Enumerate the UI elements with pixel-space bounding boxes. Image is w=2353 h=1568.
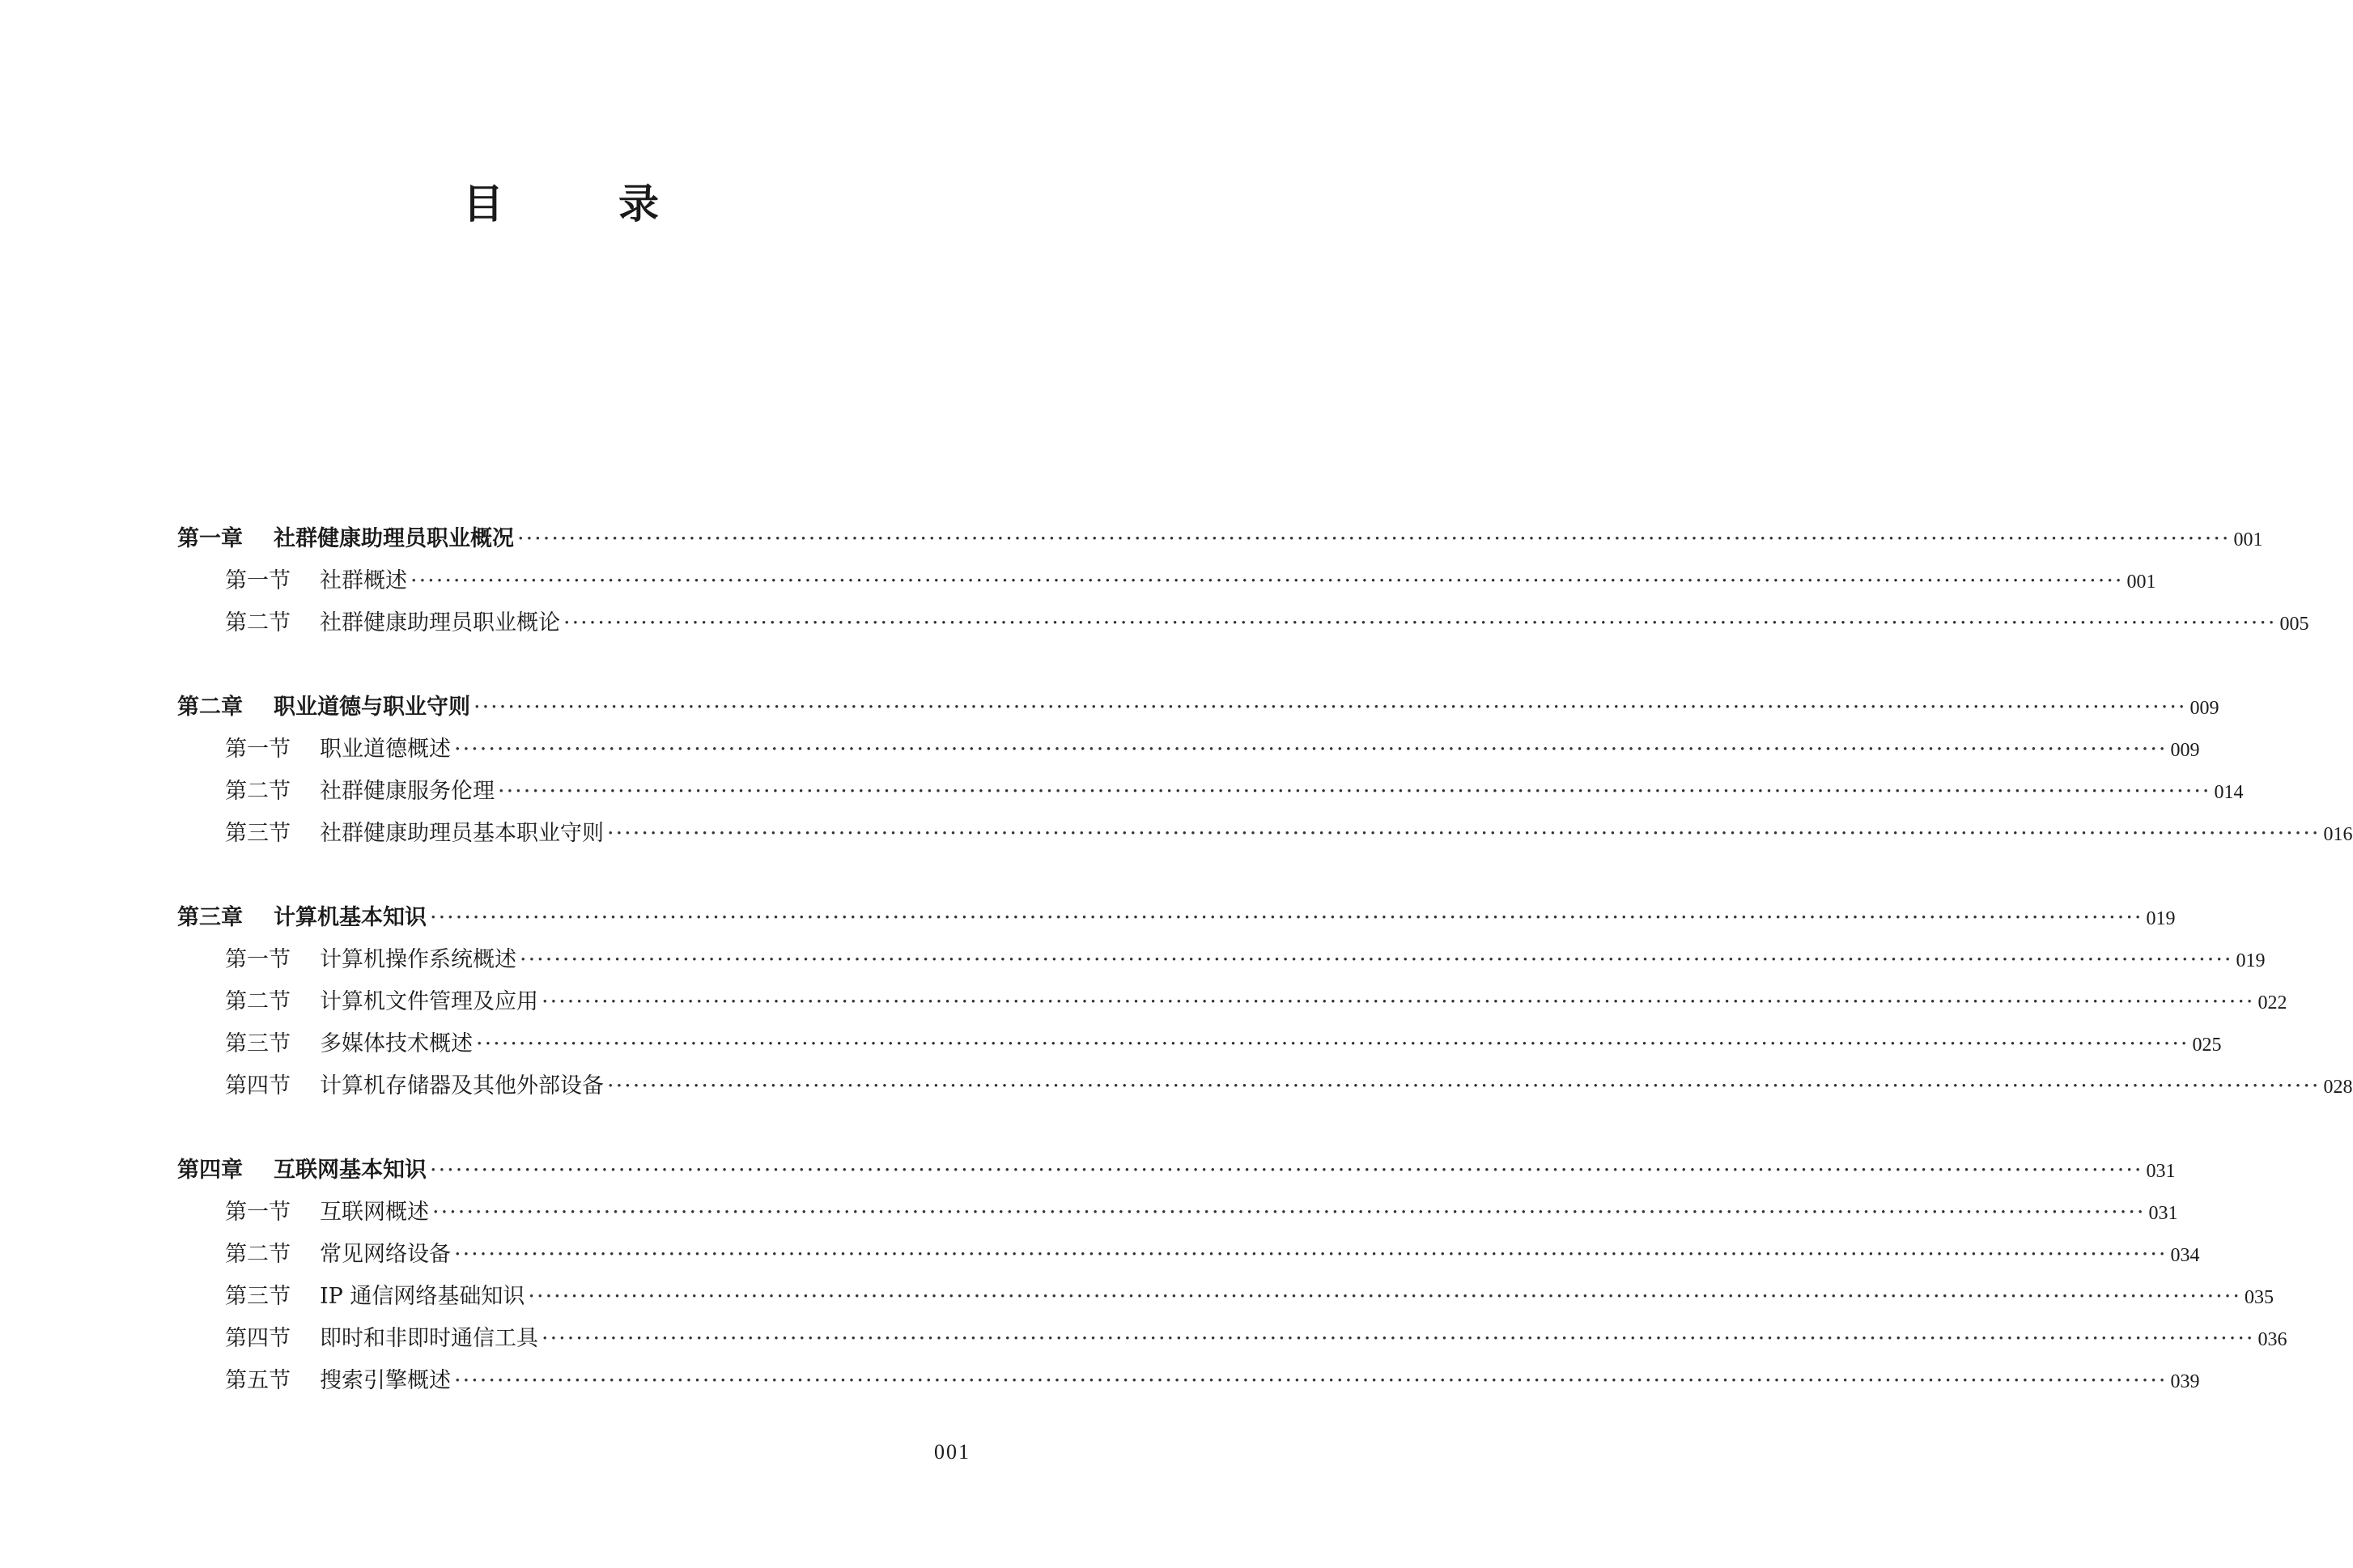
chapter-page-number: 009 bbox=[2189, 698, 2219, 719]
section-number: 第三节 bbox=[225, 1031, 291, 1056]
section-number: 第五节 bbox=[225, 1368, 291, 1393]
toc-chapter-entry[interactable] bbox=[177, 897, 2176, 939]
toc-chapter-entry[interactable] bbox=[177, 686, 2219, 729]
chapter-title: 社群健康助理员职业概况 bbox=[274, 526, 514, 551]
toc-section-entry[interactable] bbox=[177, 1360, 2200, 1402]
dot-leader: ········································································································································································································ bbox=[454, 1368, 2168, 1393]
dot-leader: ········································································································································································································ bbox=[454, 737, 2168, 762]
dot-leader: ········································································································································································································ bbox=[476, 1031, 2189, 1056]
dot-leader: ········································································································································································································ bbox=[607, 821, 2321, 846]
section-title: 常见网络设备 bbox=[320, 1242, 451, 1267]
section-page-number: 031 bbox=[2148, 1203, 2178, 1224]
toc-section-entry[interactable] bbox=[177, 1318, 2287, 1360]
section-number: 第一节 bbox=[225, 947, 291, 972]
section-page-number: 034 bbox=[2170, 1245, 2200, 1266]
section-title: 社群健康助理员基本职业守则 bbox=[320, 821, 604, 846]
section-page-number: 025 bbox=[2192, 1035, 2222, 1056]
section-title: IP 通信网络基础知识 bbox=[320, 1284, 525, 1309]
section-title: 职业道德概述 bbox=[320, 737, 451, 762]
section-number: 第二节 bbox=[225, 779, 291, 804]
toc-section-entry[interactable] bbox=[177, 560, 2156, 602]
section-number: 第三节 bbox=[225, 821, 291, 846]
dot-leader: ········································································································································································································ bbox=[430, 1158, 2143, 1183]
section-number: 第一节 bbox=[225, 568, 291, 593]
chapter-title: 互联网基本知识 bbox=[274, 1158, 427, 1183]
section-title: 计算机文件管理及应用 bbox=[320, 989, 538, 1014]
section-number: 第四节 bbox=[225, 1073, 291, 1098]
section-title: 计算机操作系统概述 bbox=[320, 947, 516, 972]
toc-section-entry[interactable] bbox=[177, 1234, 2200, 1276]
table-of-contents bbox=[177, 518, 2353, 1444]
dot-leader: ········································································································································································································ bbox=[542, 1326, 2255, 1351]
section-number: 第三节 bbox=[225, 1284, 291, 1309]
dot-leader: ········································································································································································································ bbox=[454, 1242, 2168, 1267]
section-title: 搜索引擎概述 bbox=[320, 1368, 451, 1393]
section-page-number: 035 bbox=[2244, 1287, 2274, 1308]
toc-chapter-entry[interactable] bbox=[177, 518, 2263, 560]
toc-section-entry[interactable] bbox=[177, 1023, 2222, 1065]
toc-chapter-group bbox=[177, 897, 2353, 1107]
dot-leader: ········································································································································································································ bbox=[528, 1284, 2241, 1309]
toc-section-entry[interactable] bbox=[177, 813, 2353, 855]
toc-section-entry[interactable] bbox=[177, 1192, 2178, 1234]
toc-section-entry[interactable] bbox=[177, 981, 2287, 1023]
section-page-number: 001 bbox=[2126, 572, 2156, 593]
toc-chapter-group bbox=[177, 686, 2353, 855]
toc-section-entry[interactable] bbox=[177, 939, 2266, 981]
section-number: 第二节 bbox=[225, 1242, 291, 1267]
toc-chapter-group bbox=[177, 1149, 2287, 1402]
section-number: 第四节 bbox=[225, 1326, 291, 1351]
toc-section-entry[interactable] bbox=[177, 1065, 2353, 1107]
page-title: 目 录 bbox=[463, 181, 696, 227]
chapter-page-number: 001 bbox=[2233, 529, 2263, 550]
section-number: 第二节 bbox=[225, 610, 291, 635]
section-page-number: 014 bbox=[2214, 782, 2244, 803]
section-page-number: 005 bbox=[2279, 614, 2309, 635]
section-number: 第一节 bbox=[225, 1200, 291, 1225]
section-page-number: 019 bbox=[2236, 950, 2266, 971]
chapter-number: 第三章 bbox=[177, 905, 243, 930]
section-title: 多媒体技术概述 bbox=[320, 1031, 473, 1056]
dot-leader: ········································································································································································································ bbox=[517, 526, 2231, 551]
toc-chapter-entry[interactable] bbox=[177, 1149, 2176, 1192]
toc-section-entry[interactable] bbox=[177, 602, 2309, 644]
dot-leader: ········································································································································································································ bbox=[430, 905, 2143, 930]
section-page-number: 022 bbox=[2257, 992, 2287, 1013]
toc-section-entry[interactable] bbox=[177, 729, 2200, 771]
chapter-page-number: 019 bbox=[2146, 908, 2176, 929]
section-page-number: 039 bbox=[2170, 1371, 2200, 1392]
chapter-number: 第二章 bbox=[177, 695, 243, 720]
section-number: 第一节 bbox=[225, 737, 291, 762]
dot-leader: ········································································································································································································ bbox=[474, 695, 2187, 720]
dot-leader: ········································································································································································································ bbox=[520, 947, 2233, 972]
chapter-page-number: 031 bbox=[2146, 1161, 2176, 1182]
toc-chapter-group bbox=[177, 518, 2309, 644]
chapter-title: 计算机基本知识 bbox=[274, 905, 427, 930]
section-page-number: 016 bbox=[2323, 824, 2353, 845]
toc-section-entry[interactable] bbox=[177, 771, 2244, 813]
dot-leader: ········································································································································································································ bbox=[498, 779, 2211, 804]
section-title: 即时和非即时通信工具 bbox=[320, 1326, 538, 1351]
toc-section-entry[interactable] bbox=[177, 1276, 2274, 1318]
section-page-number: 028 bbox=[2323, 1077, 2353, 1098]
section-number: 第二节 bbox=[225, 989, 291, 1014]
chapter-title: 职业道德与职业守则 bbox=[274, 695, 470, 720]
section-page-number: 036 bbox=[2257, 1329, 2287, 1350]
section-title: 社群概述 bbox=[320, 568, 407, 593]
page-number: 001 bbox=[934, 1440, 971, 1464]
section-title: 计算机存储器及其他外部设备 bbox=[320, 1073, 604, 1098]
section-title: 社群健康助理员职业概论 bbox=[320, 610, 560, 635]
chapter-number: 第四章 bbox=[177, 1158, 243, 1183]
section-title: 社群健康服务伦理 bbox=[320, 779, 495, 804]
section-title: 互联网概述 bbox=[320, 1200, 429, 1225]
dot-leader: ········································································································································································································ bbox=[542, 989, 2255, 1014]
chapter-number: 第一章 bbox=[177, 526, 243, 551]
dot-leader: ········································································································································································································ bbox=[563, 610, 2277, 635]
section-page-number: 009 bbox=[2170, 740, 2200, 761]
dot-leader: ········································································································································································································ bbox=[607, 1073, 2321, 1098]
dot-leader: ········································································································································································································ bbox=[410, 568, 2124, 593]
dot-leader: ········································································································································································································ bbox=[432, 1200, 2146, 1225]
